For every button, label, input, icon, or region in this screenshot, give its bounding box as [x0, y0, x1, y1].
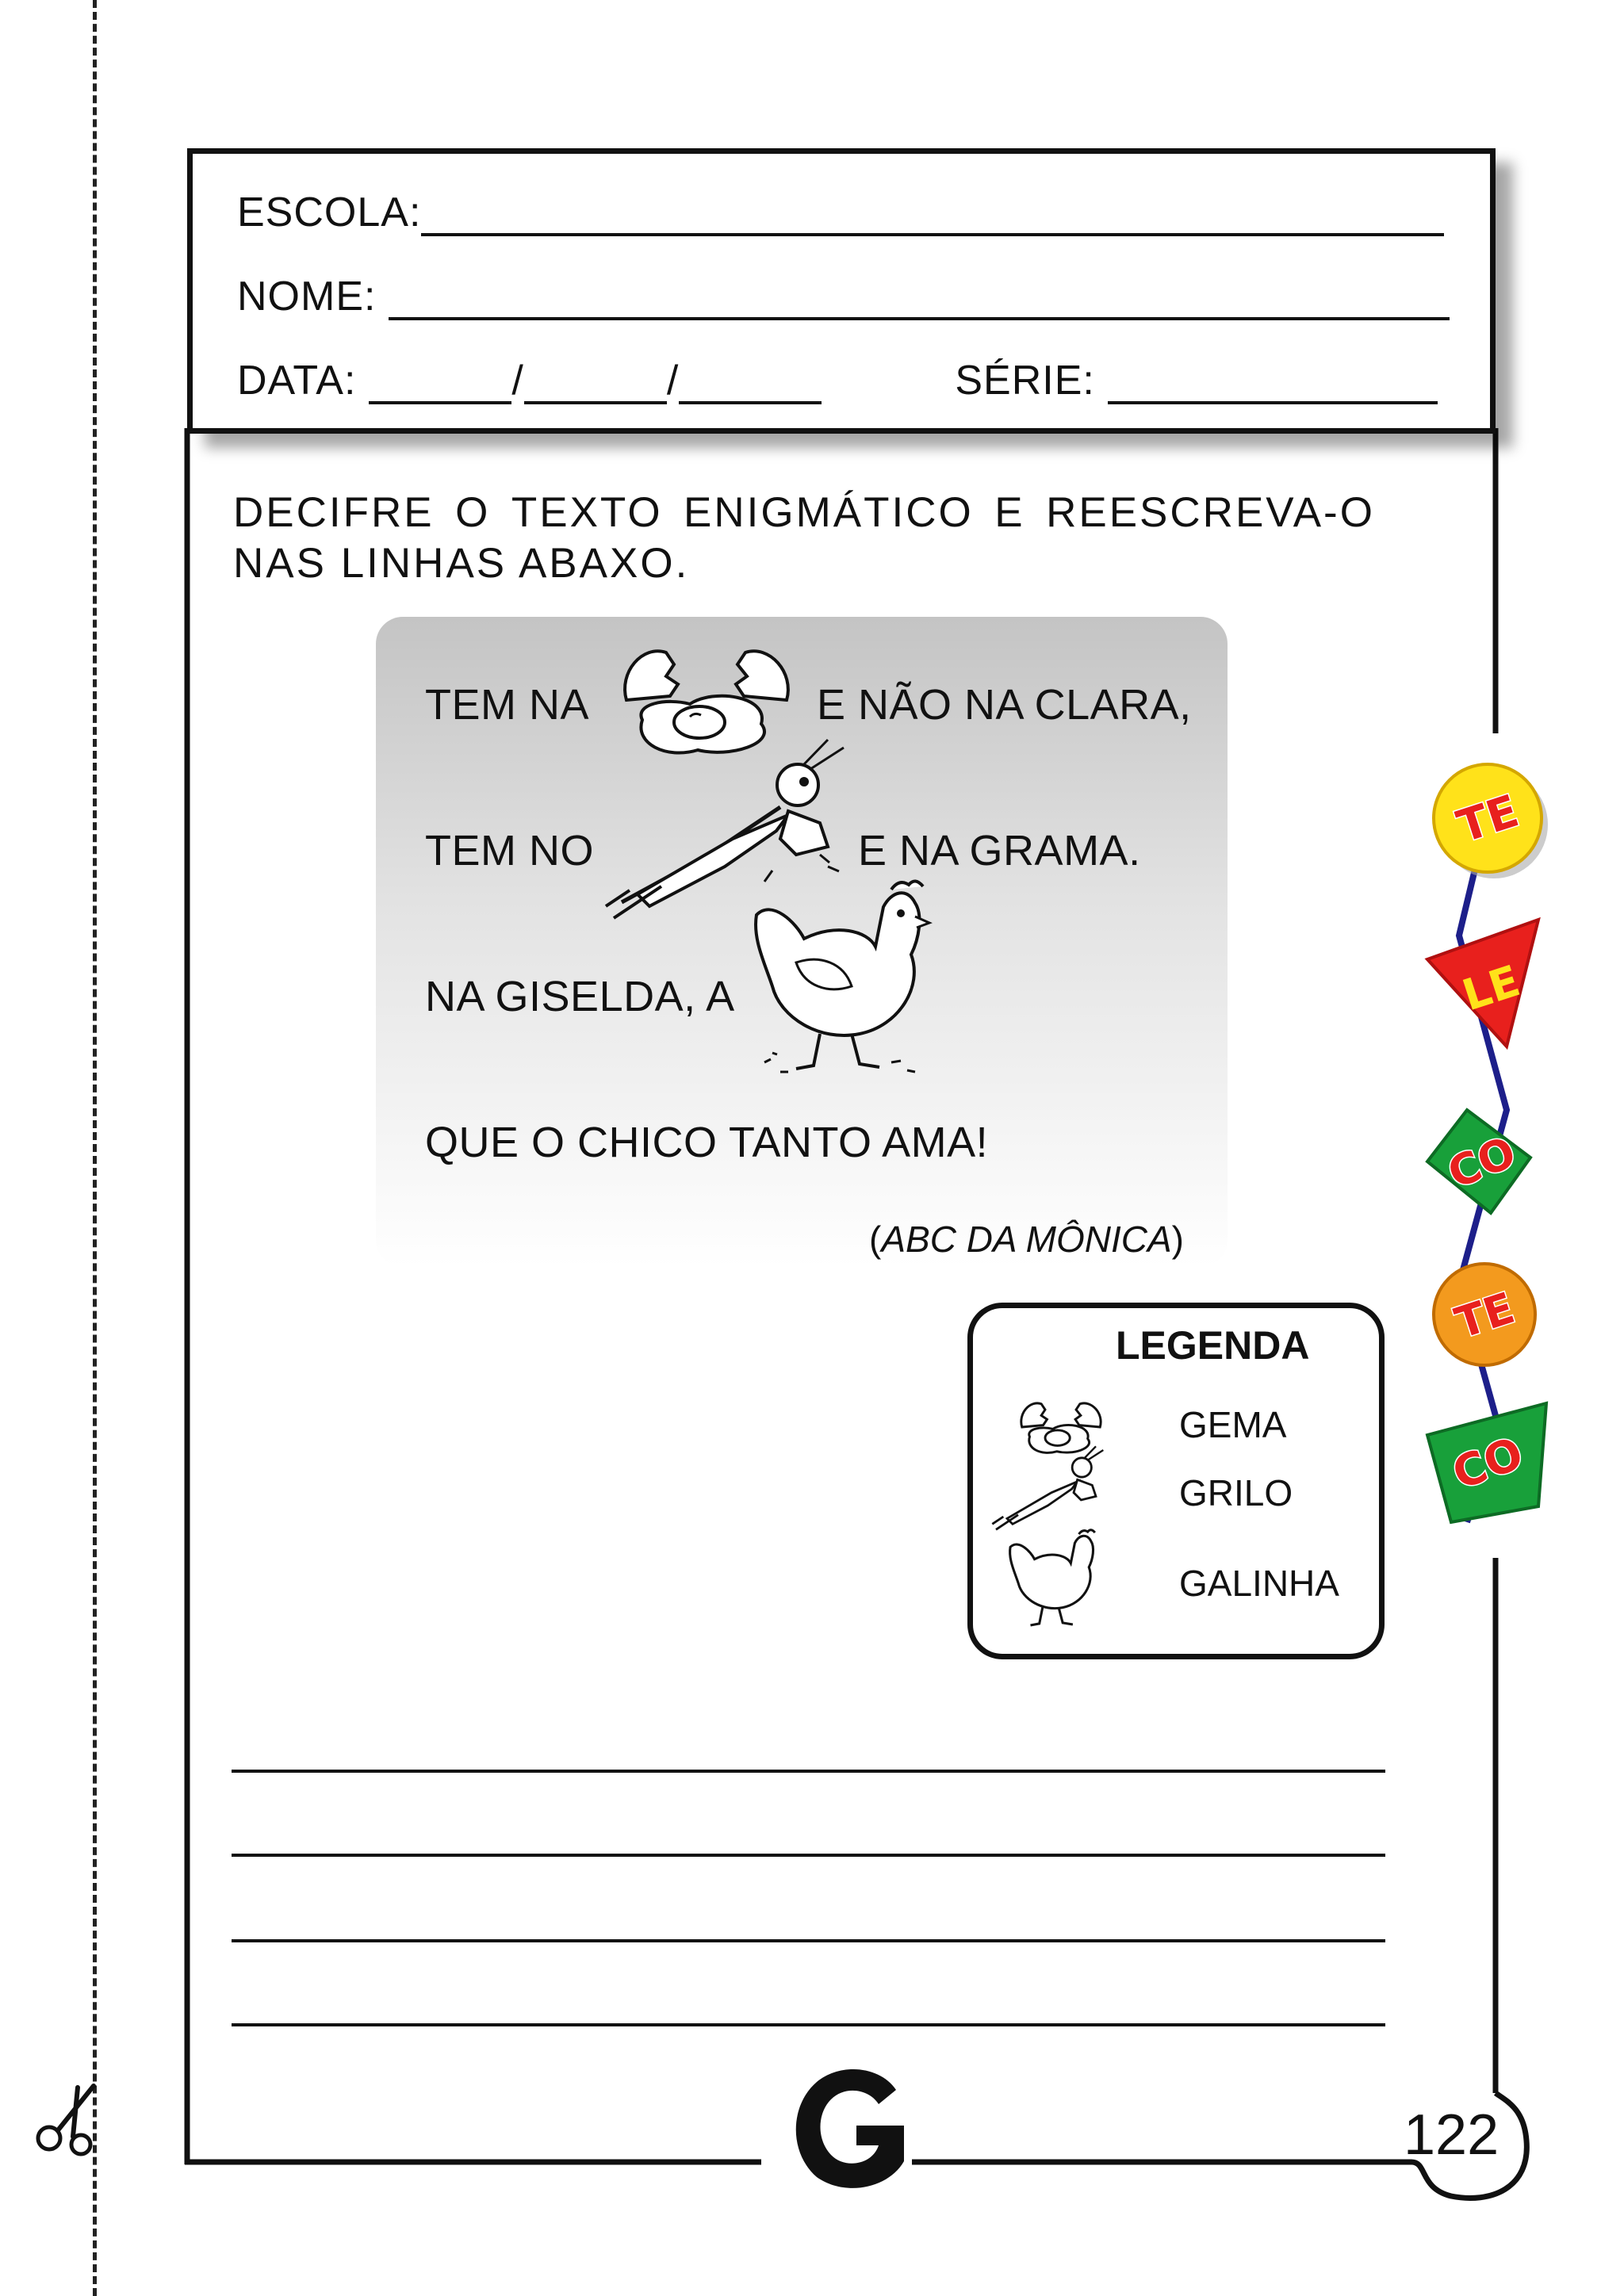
writing-line[interactable]	[232, 1854, 1385, 1857]
poem-line-1-start: TEM NA	[425, 681, 590, 729]
page-number: 122	[1404, 2103, 1500, 2167]
tag-le-label: LE	[1456, 955, 1526, 1021]
tag-te-label: TE	[1451, 785, 1525, 854]
instruction-word: ENIGMÁTICO	[684, 489, 974, 536]
data-separator: /	[666, 358, 680, 404]
legend-box	[967, 1303, 1385, 1659]
nome-label: NOME:	[237, 274, 377, 320]
data-day-field[interactable]	[369, 362, 511, 404]
data-separator: /	[511, 358, 524, 404]
paren: (	[869, 1219, 882, 1260]
instruction-line-2: NAS LINHAS ABAXO.	[233, 540, 690, 587]
writing-line[interactable]	[232, 1770, 1385, 1773]
hen-icon	[1006, 1524, 1103, 1633]
serie-label: SÉRIE:	[955, 358, 1095, 404]
poem-box	[376, 617, 1228, 1267]
serie-field[interactable]	[1108, 362, 1438, 404]
tag-co-label: CO	[1446, 1427, 1530, 1501]
poem-source	[869, 1218, 1184, 1261]
tag-co-1	[1427, 1110, 1530, 1213]
section-letter-g-icon	[785, 2058, 920, 2193]
instruction-word: TEXTO	[511, 489, 663, 536]
data-label: DATA:	[237, 358, 357, 404]
data-year-field[interactable]	[679, 362, 822, 404]
writing-line[interactable]	[232, 1939, 1385, 1942]
instruction-word: O	[455, 489, 491, 536]
escola-field[interactable]	[421, 193, 1444, 236]
cut-line	[93, 0, 97, 2296]
tag-te-2	[1434, 1264, 1535, 1365]
hen-icon	[749, 875, 939, 1078]
poem-source-title: ABC DA MÔNICA	[881, 1219, 1172, 1260]
poem-line-3-start: NA GISELDA, A	[425, 973, 735, 1020]
instruction-word: E	[994, 489, 1025, 536]
data-month-field[interactable]	[524, 362, 667, 404]
scissors-icon	[32, 2081, 103, 2160]
poem-line-4: QUE O CHICO TANTO AMA!	[425, 1119, 989, 1166]
grasshopper-icon	[984, 1445, 1119, 1533]
instruction-word: REESCREVA-O	[1046, 489, 1375, 536]
legend-item-grilo: GRILO	[1179, 1472, 1293, 1513]
paren: )	[1171, 1219, 1184, 1260]
poem-line-2-start: TEM NO	[425, 827, 594, 874]
legend-item-galinha: GALINHA	[1179, 1563, 1339, 1604]
tag-co-label: CO	[1441, 1127, 1523, 1199]
legend-title: LEGENDA	[1116, 1323, 1310, 1368]
tag-te-label: TE	[1449, 1283, 1521, 1349]
escola-label: ESCOLA:	[237, 189, 422, 235]
nome-field[interactable]	[389, 277, 1450, 320]
instruction-word: DECIFRE	[233, 489, 435, 536]
legend-item-gema: GEMA	[1179, 1404, 1287, 1445]
tag-te-1	[1434, 764, 1548, 878]
instruction	[233, 488, 1375, 589]
tag-co-2	[1427, 1403, 1546, 1522]
writing-line[interactable]	[232, 2023, 1385, 2026]
header-box	[187, 148, 1496, 434]
poem-line-1-end: E NÃO NA CLARA,	[817, 681, 1192, 729]
svg-text:G: G	[785, 2058, 786, 2059]
poem-line-2-end: E NA GRAMA.	[858, 827, 1141, 874]
teleco-teco-stripe	[1411, 745, 1570, 1570]
instruction-line-1	[233, 488, 1375, 538]
